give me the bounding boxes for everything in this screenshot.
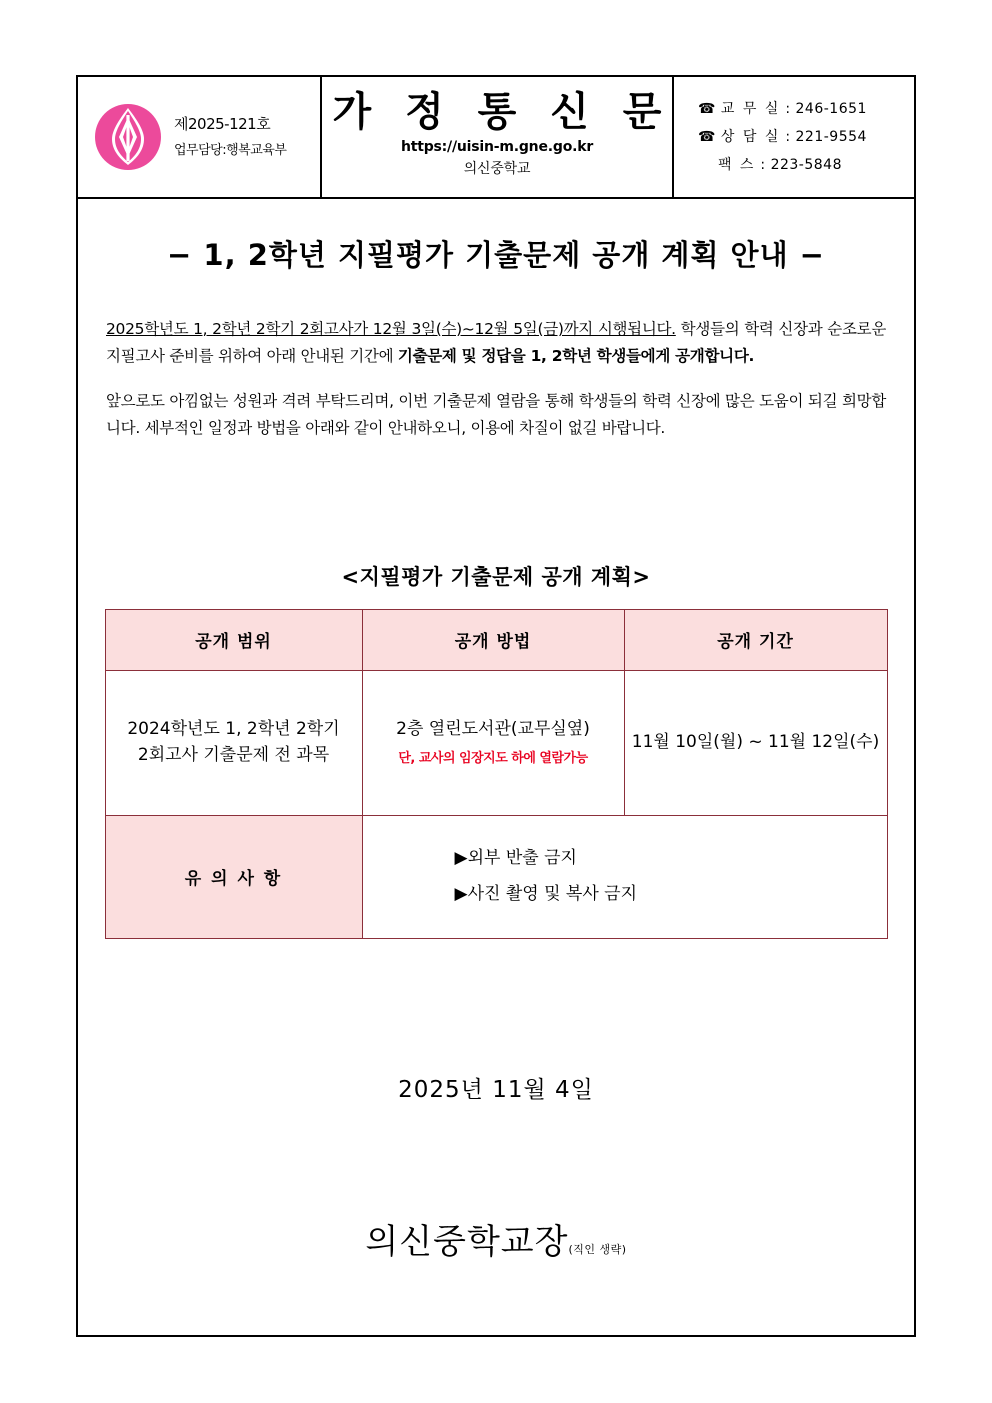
contact-label-counsel: 상 담 실 bbox=[720, 129, 781, 145]
school-name: 의신중학교 bbox=[463, 161, 531, 177]
contact-value-office: 246-1651 bbox=[795, 101, 867, 117]
table-row-notes bbox=[105, 815, 887, 938]
document-header bbox=[78, 77, 914, 199]
col-header-method: 공개 방법 bbox=[362, 609, 624, 670]
paragraph-1 bbox=[106, 316, 886, 370]
page-title: − 1, 2학년 지필평가 기출문제 공개 계획 안내 − bbox=[167, 238, 825, 272]
phone-icon: ☎ bbox=[698, 101, 716, 117]
paragraph-1-underlined: 2025학년도 1, 2학년 2학기 2회고사가 12월 3일(수)~12월 5일(금)까지 시행됩니다. bbox=[106, 320, 676, 338]
signature-name: 의신중학교장 bbox=[365, 1221, 569, 1262]
contact-row-counsel bbox=[698, 123, 914, 151]
note-item-2: ▶사진 촬영 및 복사 금지 bbox=[454, 883, 637, 904]
cell-scope bbox=[105, 670, 362, 815]
cell-scope-line1: 2024학년도 1, 2학년 2학기 bbox=[127, 719, 340, 739]
col-header-scope: 공개 범위 bbox=[105, 609, 362, 670]
table-row bbox=[105, 670, 887, 815]
issue-date: 2025년 11월 4일 bbox=[398, 1076, 594, 1103]
note-item-1: ▶외부 반출 금지 bbox=[454, 847, 577, 868]
contact-row-fax bbox=[698, 151, 914, 179]
header-contact-block bbox=[674, 77, 914, 197]
signature-line bbox=[78, 1214, 914, 1263]
cell-scope-line2: 2회고사 기출문제 전 과목 bbox=[137, 744, 330, 765]
document-body bbox=[78, 316, 914, 443]
paragraph-1-rest: 학생들의 학력 신장과 순조로운 지필고사 준비를 위하여 아래 안내된 기간에 bbox=[106, 320, 886, 366]
header-left-block bbox=[78, 77, 322, 197]
header-center-block bbox=[322, 77, 674, 197]
cell-method bbox=[362, 670, 624, 815]
cell-method-text: 2층 열린도서관(교무실옆) bbox=[396, 719, 590, 739]
contact-value-fax: 223-5848 bbox=[770, 157, 842, 173]
cell-period: 11월 10일(월) ~ 11월 12일(수) bbox=[624, 670, 887, 815]
school-emblem-icon bbox=[92, 101, 164, 173]
paragraph-1-bold: 기출문제 및 정답을 1, 2학년 학생들에게 공개합니다. bbox=[397, 347, 755, 366]
doc-number: 제2025-121호 bbox=[174, 115, 271, 134]
contact-sep-fax: : bbox=[760, 157, 766, 173]
phone-icon: ☎ bbox=[698, 129, 716, 145]
contact-sep-counsel: : bbox=[785, 129, 791, 145]
document-page bbox=[76, 75, 916, 1337]
newsletter-title: 가 정 통 신 문 bbox=[332, 89, 672, 135]
contact-sep-office: : bbox=[785, 101, 791, 117]
contact-row-office bbox=[698, 95, 914, 123]
col-header-period: 공개 기간 bbox=[624, 609, 887, 670]
table-caption: <지필평가 기출문제 공개 계획> bbox=[341, 564, 651, 589]
cell-notes-label: 유 의 사 항 bbox=[105, 815, 362, 938]
contact-value-counsel: 221-9554 bbox=[795, 129, 867, 145]
signature-seal-note: (직인 생략) bbox=[568, 1242, 627, 1256]
paragraph-2: 앞으로도 아낌없는 성원과 격려 부탁드리며, 이번 기출문제 열람을 통해 학생들의 학력 신장에 많은 도움이 되길 희망합니다. 세부적인 일정과 방법을 아래와 같이 안내하오니, 이용에 차질이 없길 바랍니다. bbox=[106, 392, 886, 438]
cell-method-note: 단, 교사의 임장지도 하에 열람가능 bbox=[398, 750, 588, 766]
cell-notes-body bbox=[362, 815, 887, 938]
contact-label-office: 교 무 실 bbox=[720, 101, 781, 117]
table-header-row bbox=[105, 609, 887, 670]
doc-department: 업무담당:행복교육부 bbox=[174, 142, 287, 158]
school-url[interactable]: https://uisin-m.gne.go.kr bbox=[400, 139, 594, 155]
contact-label-fax: 팩 스 bbox=[717, 157, 756, 173]
header-doc-meta bbox=[174, 110, 286, 163]
plan-table bbox=[105, 609, 888, 939]
